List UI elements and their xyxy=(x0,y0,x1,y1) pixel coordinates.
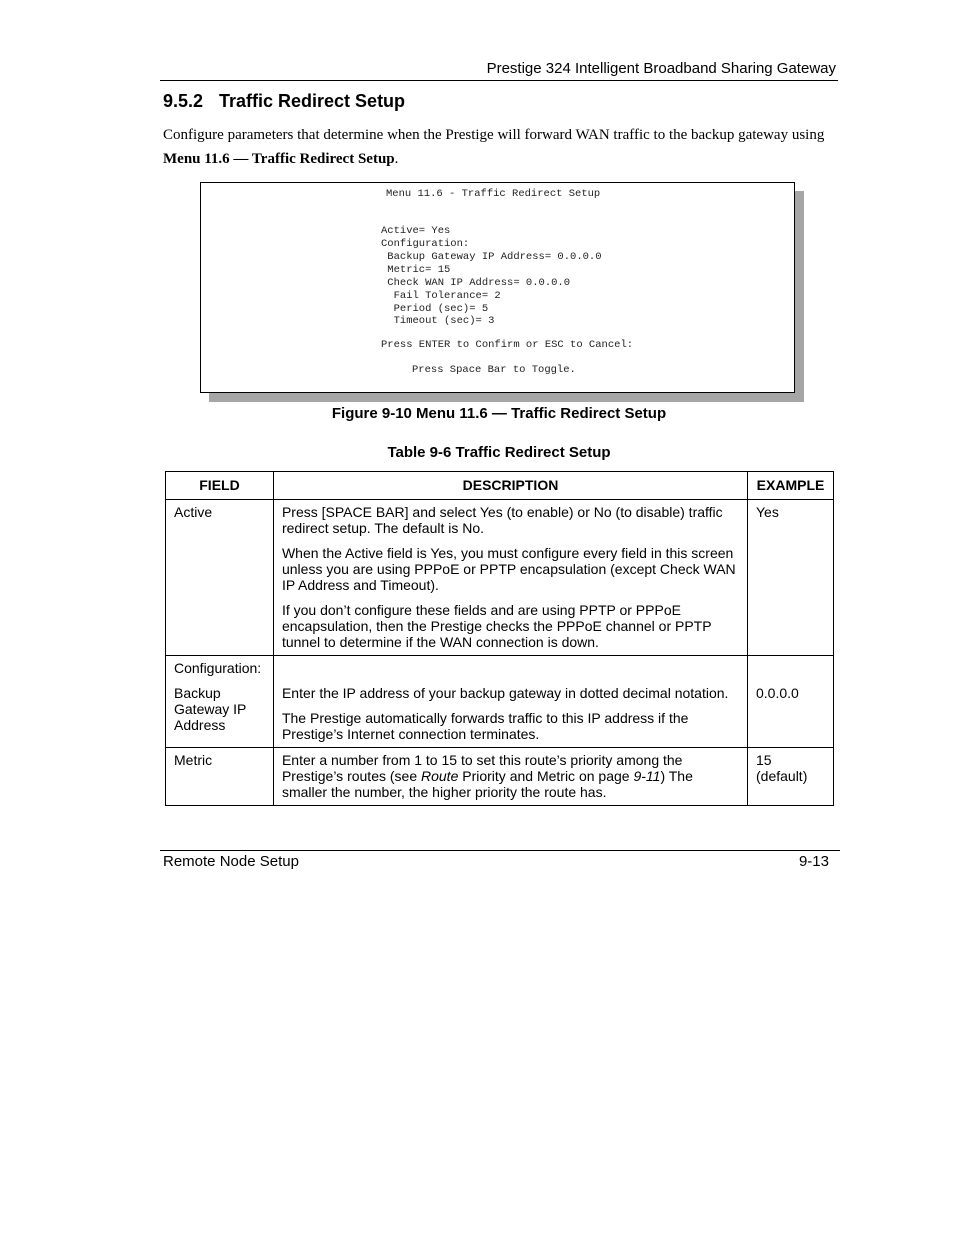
footer-rule xyxy=(160,850,840,851)
description-text: Priority and Metric on page xyxy=(458,768,634,784)
header-description: DESCRIPTION xyxy=(273,472,747,500)
table-header-row xyxy=(166,472,834,500)
terminal-line-toggle-hint: Press Space Bar to Toggle. xyxy=(412,364,576,376)
terminal-line-configuration: Configuration: xyxy=(381,238,470,250)
footer-page-number: 9-13 xyxy=(798,853,829,870)
field-cell xyxy=(166,656,274,748)
terminal-line-metric: Metric= 15 xyxy=(381,264,451,276)
example-cell xyxy=(748,656,834,748)
example-cell: Yes xyxy=(748,500,834,656)
terminal-line-timeout: Timeout (sec)= 3 xyxy=(381,315,495,327)
section-number: 9.5.2 xyxy=(163,91,204,111)
traffic-redirect-table xyxy=(165,471,834,806)
field-cell: Metric xyxy=(166,748,274,806)
terminal-line-check-wan-ip: Check WAN IP Address= 0.0.0.0 xyxy=(381,277,571,289)
example-cell: 15 (default) xyxy=(748,748,834,806)
description-paragraph: Press [SPACE BAR] and select Yes (to enable) or No (to disable) traffic redirect setup. The default is No. xyxy=(281,504,723,536)
figure-caption: Figure 9-10 Menu 11.6 — Traffic Redirect Setup xyxy=(331,405,667,422)
terminal-line-period: Period (sec)= 5 xyxy=(381,303,489,315)
section-heading xyxy=(163,91,405,112)
terminal-line-confirm-prompt: Press ENTER to Confirm or ESC to Cancel: xyxy=(381,339,634,351)
description-cell xyxy=(273,656,747,748)
table-row xyxy=(166,656,834,748)
description-page-reference: 9-11 xyxy=(633,768,661,784)
terminal-screen xyxy=(200,182,795,393)
running-header: Prestige 324 Intelligent Broadband Sharing Gateway xyxy=(486,60,836,77)
table-row xyxy=(166,500,834,656)
footer-chapter: Remote Node Setup xyxy=(163,853,299,870)
description-cell xyxy=(273,500,747,656)
description-text: Enter a number from 1 to 15 to set this route’s priority among the Prestige’s routes (see xyxy=(281,752,683,784)
terminal-line-active: Active= Yes xyxy=(381,225,451,237)
terminal-line-backup-gateway: Backup Gateway IP Address= 0.0.0.0 xyxy=(381,251,602,263)
intro-menu-reference: Menu 11.6 — Traffic Redirect Setup xyxy=(163,151,395,167)
description-paragraph: The Prestige automatically forwards traffic to this IP address if the Prestige’s Internet connection terminates. xyxy=(281,710,689,742)
intro-text-end: . xyxy=(394,151,399,167)
description-text: ) The smaller the number, the higher priority the route has. xyxy=(281,768,693,800)
section-title: Traffic Redirect Setup xyxy=(219,91,406,111)
field-group-label: Configuration: xyxy=(174,660,262,676)
description-paragraph: If you don’t configure these fields and are using PPTP or PPPoE encapsulation, then the Prestige checks the PPPoE channel or PPTP tunnel to determine if the WAN connection is down. xyxy=(281,602,712,650)
description-paragraph: When the Active field is Yes, you must configure every field in this screen unless you are using PPPoE or PPTP encapsulation (except Check WAN IP Address and Timeout). xyxy=(281,545,736,593)
example-value: 0.0.0.0 xyxy=(756,685,799,701)
header-rule xyxy=(160,80,838,81)
description-italic: Route xyxy=(421,768,459,784)
intro-text: Configure parameters that determine when the Prestige will forward WAN traffic to the backup gateway using xyxy=(163,127,825,143)
description-paragraph: Enter the IP address of your backup gateway in dotted decimal notation. xyxy=(281,685,729,701)
field-cell: Active xyxy=(166,500,274,656)
header-example: EXAMPLE xyxy=(748,472,834,500)
description-cell xyxy=(273,748,747,806)
terminal-line-fail-tolerance: Fail Tolerance= 2 xyxy=(381,290,501,302)
intro-paragraph xyxy=(163,123,833,171)
header-field: FIELD xyxy=(166,472,274,500)
table-row xyxy=(166,748,834,806)
field-label: Backup Gateway IP Address xyxy=(174,685,247,733)
terminal-title: Menu 11.6 - Traffic Redirect Setup xyxy=(386,188,601,200)
table-caption: Table 9-6 Traffic Redirect Setup xyxy=(387,444,611,461)
